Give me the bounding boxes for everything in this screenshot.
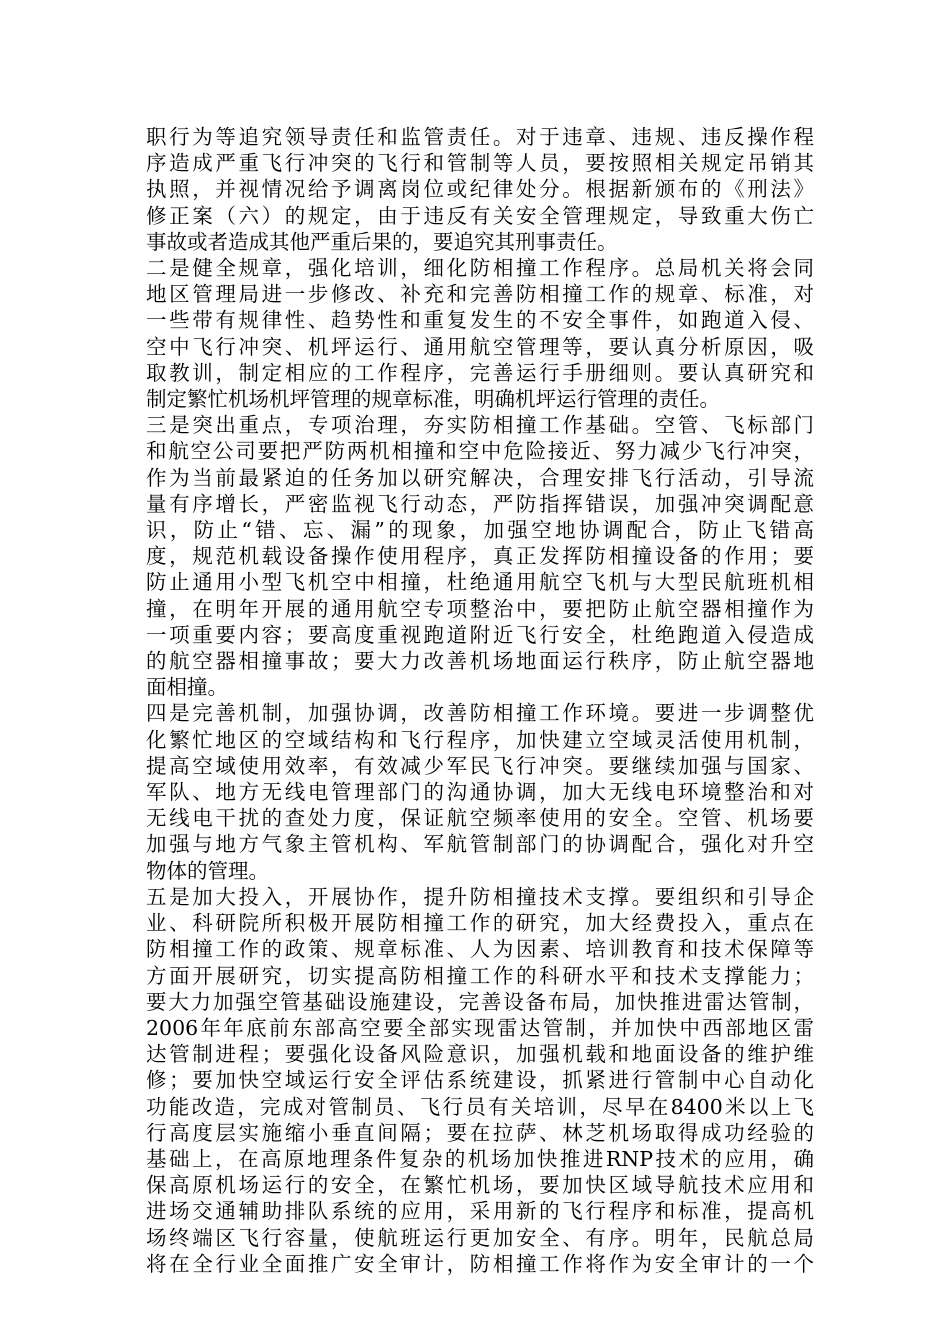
text-line: 空中飞行冲突、机坪运行、通用航空管理等，要认真分析原因，吸 [146, 334, 814, 359]
text-line: 化繁忙地区的空域结构和飞行程序，加快建立空域灵活使用机制， [146, 727, 814, 752]
paragraph-3 [146, 412, 814, 700]
text-line: 执照，并视情况给予调离岗位或纪律处分。根据新颁布的《刑法》 [146, 177, 814, 202]
text-line: 四是完善机制，加强协调，改善防相撞工作环境。要进一步调整优 [146, 701, 814, 726]
text-line: 和航空公司要把严防两机相撞和空中危险接近、努力减少飞行冲突， [146, 439, 814, 464]
text-line: 识，防止“错、忘、漏”的现象，加强空地协调配合，防止飞错高 [146, 518, 814, 543]
paragraph-4 [146, 700, 814, 883]
text-line: 面相撞。 [146, 675, 228, 700]
text-line: 将在全行业全面推广安全审计，防相撞工作将作为安全审计的一个 [146, 1251, 814, 1276]
text-line: 2006年年底前东部高空要全部实现雷达管制，并加快中西部地区雷 [146, 1015, 814, 1040]
text-line: 二是健全规章，强化培训，细化防相撞工作程序。总局机关将会同 [146, 256, 814, 281]
text-line: 加强与地方气象主管机构、军航管制部门的协调配合，强化对升空 [146, 832, 814, 857]
text-line: 职行为等追究领导责任和监管责任。对于违章、违规、违反操作程 [146, 125, 814, 149]
text-line: 提高空域使用效率，有效减少军民飞行冲突。要继续加强与国家、 [146, 753, 814, 778]
text-line: 制定繁忙机场机坪管理的规章标准，明确机坪运行管理的责任。 [146, 387, 720, 412]
text-line: 防相撞工作的政策、规章标准、人为因素、培训教育和技术保障等 [146, 937, 814, 962]
text-line: 无线电干扰的查处力度，保证航空频率使用的安全。空管、机场要 [146, 806, 814, 831]
text-line: 撞，在明年开展的通用航空专项整治中，要把防止航空器相撞作为 [146, 596, 814, 621]
document-page [146, 124, 814, 1277]
text-line: 度，规范机载设备操作使用程序，真正发挥防相撞设备的作用；要 [146, 544, 814, 569]
paragraph-5 [146, 884, 814, 1277]
paragraph-2 [146, 255, 814, 412]
text-line: 基础上，在高原地理条件复杂的机场加快推进RNP技术的应用，确 [146, 1146, 814, 1171]
text-line: 取教训，制定相应的工作程序，完善运行手册细则。要认真研究和 [146, 360, 814, 385]
paragraph-1 [146, 124, 814, 255]
text-line: 修正案（六）的规定，由于违反有关安全管理规定，导致重大伤亡 [146, 203, 814, 228]
text-line: 业、科研院所积极开展防相撞工作的研究，加大经费投入，重点在 [146, 911, 814, 936]
text-line: 量有序增长，严密监视飞行动态，严防指挥错误，加强冲突调配意 [146, 491, 814, 516]
text-line: 一项重要内容；要高度重视跑道附近飞行安全，杜绝跑道入侵造成 [146, 622, 814, 647]
text-line: 达管制进程；要强化设备风险意识，加强机载和地面设备的维护维 [146, 1042, 814, 1067]
text-line: 保高原机场运行的安全，在繁忙机场，要加快区域导航技术应用和 [146, 1173, 814, 1198]
text-line: 一些带有规律性、趋势性和重复发生的不安全事件，如跑道入侵、 [146, 308, 814, 333]
text-line: 进场交通辅助排队系统的应用，采用新的飞行程序和标准，提高机 [146, 1199, 814, 1224]
text-line: 五是加大投入，开展协作，提升防相撞技术支撑。要组织和引导企 [146, 884, 814, 909]
text-line: 场终端区飞行容量，使航班运行更加安全、有序。明年，民航总局 [146, 1225, 814, 1250]
text-line: 序造成严重飞行冲突的飞行和管制等人员，要按照相关规定吊销其 [146, 151, 814, 176]
text-line: 要大力加强空管基础设施建设，完善设备布局，加快推进雷达管制， [146, 989, 814, 1014]
text-line: 修；要加快空域运行安全评估系统建设，抓紧进行管制中心自动化 [146, 1068, 814, 1093]
text-line: 方面开展研究，切实提高防相撞工作的科研水平和技术支撑能力； [146, 963, 814, 988]
text-line: 作为当前最紧迫的任务加以研究解决，合理安排飞行活动，引导流 [146, 465, 814, 490]
text-line: 的航空器相撞事故；要大力改善机场地面运行秩序，防止航空器地 [146, 649, 814, 674]
text-line: 军队、地方无线电管理部门的沟通协调，加大无线电环境整治和对 [146, 780, 814, 805]
text-line: 地区管理局进一步修改、补充和完善防相撞工作的规章、标准，对 [146, 282, 814, 307]
text-line: 三是突出重点，专项治理，夯实防相撞工作基础。空管、飞标部门 [146, 413, 814, 438]
text-line: 防止通用小型飞机空中相撞，杜绝通用航空飞机与大型民航班机相 [146, 570, 814, 595]
text-line: 物体的管理。 [146, 858, 269, 883]
text-line: 功能改造，完成对管制员、飞行员有关培训，尽早在8400米以上飞 [146, 1094, 814, 1119]
text-line: 事故或者造成其他严重后果的，要追究其刑事责任。 [146, 229, 618, 254]
text-line: 行高度层实施缩小垂直间隔；要在拉萨、林芝机场取得成功经验的 [146, 1120, 814, 1145]
